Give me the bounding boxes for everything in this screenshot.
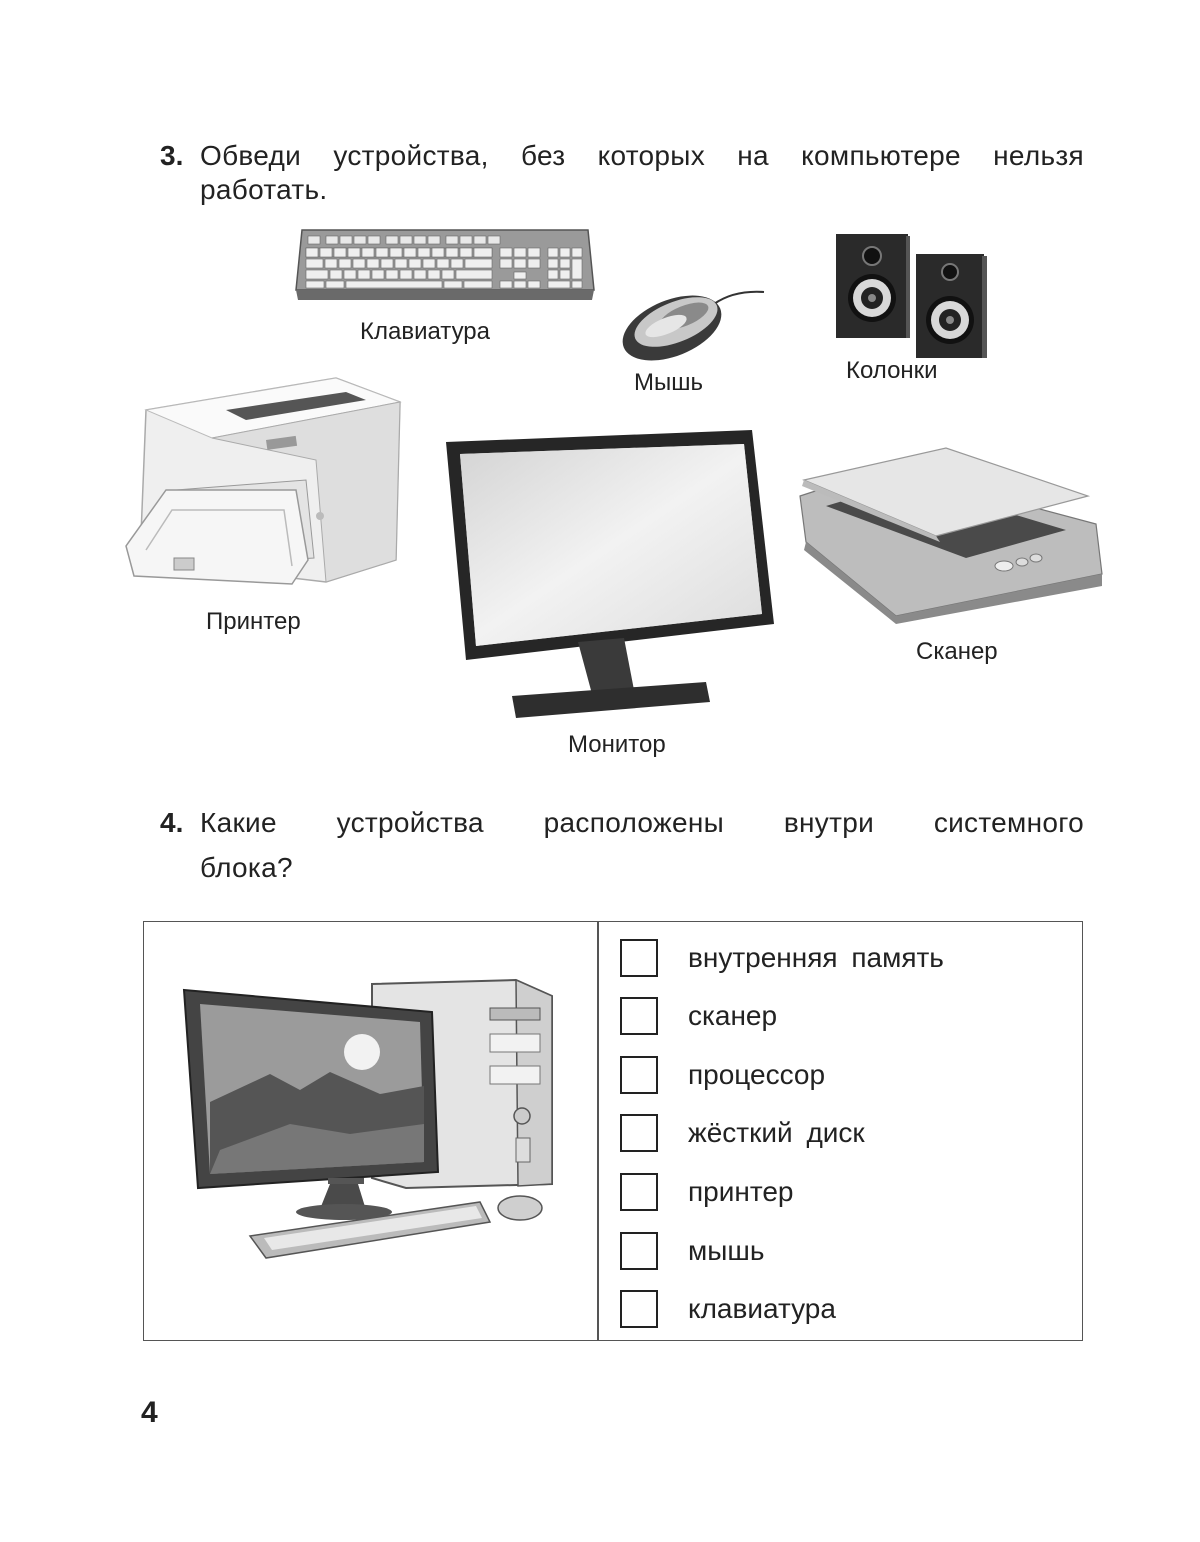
task4-question-line2: блока? <box>200 852 293 883</box>
option-label: мышь <box>688 1235 765 1266</box>
option-label: сканер <box>688 1000 778 1031</box>
task3-question-line2: работать. <box>200 174 328 205</box>
label-printer: Принтер <box>206 608 301 635</box>
option-row <box>620 937 944 979</box>
table-divider <box>597 922 599 1340</box>
page-number: 4 <box>141 1396 158 1429</box>
option-label: принтер <box>688 1176 794 1207</box>
option-label: процессор <box>688 1059 826 1090</box>
task4-number: 4. <box>160 807 184 838</box>
label-mouse: Мышь <box>634 369 703 396</box>
checkbox-6[interactable] <box>620 1290 658 1328</box>
option-row <box>620 1112 865 1154</box>
monitor-image[interactable] <box>444 428 776 720</box>
option-label: клавиатура <box>688 1293 836 1324</box>
printer-image[interactable] <box>116 370 408 592</box>
checkbox-2[interactable] <box>620 1056 658 1094</box>
option-row <box>620 1230 764 1272</box>
checkbox-3[interactable] <box>620 1114 658 1152</box>
label-speakers: Колонки <box>846 357 938 384</box>
option-row <box>620 1054 825 1096</box>
desktop-computer-image <box>180 974 560 1264</box>
keyboard-image[interactable] <box>292 222 598 306</box>
checkbox-1[interactable] <box>620 997 658 1035</box>
checkbox-5[interactable] <box>620 1232 658 1270</box>
scanner-image[interactable] <box>796 446 1108 624</box>
option-row <box>620 995 777 1037</box>
task3-question-line1: Обведи устройства, без которых на компьютере нельзя <box>200 140 1084 171</box>
option-label: жёсткий диск <box>688 1117 865 1148</box>
label-scanner: Сканер <box>916 638 998 665</box>
option-row <box>620 1171 794 1213</box>
checkbox-0[interactable] <box>620 939 658 977</box>
option-row <box>620 1288 836 1330</box>
label-keyboard: Клавиатура <box>360 318 490 345</box>
option-label: внутренняя память <box>688 942 944 973</box>
answer-table <box>143 921 1083 1341</box>
label-monitor: Монитор <box>568 731 666 758</box>
task3-number: 3. <box>160 140 184 171</box>
checkbox-4[interactable] <box>620 1173 658 1211</box>
speakers-image[interactable] <box>834 232 994 360</box>
mouse-image[interactable] <box>614 282 770 364</box>
task4-question-line1: Какие устройства расположены внутри системного <box>200 807 1084 838</box>
